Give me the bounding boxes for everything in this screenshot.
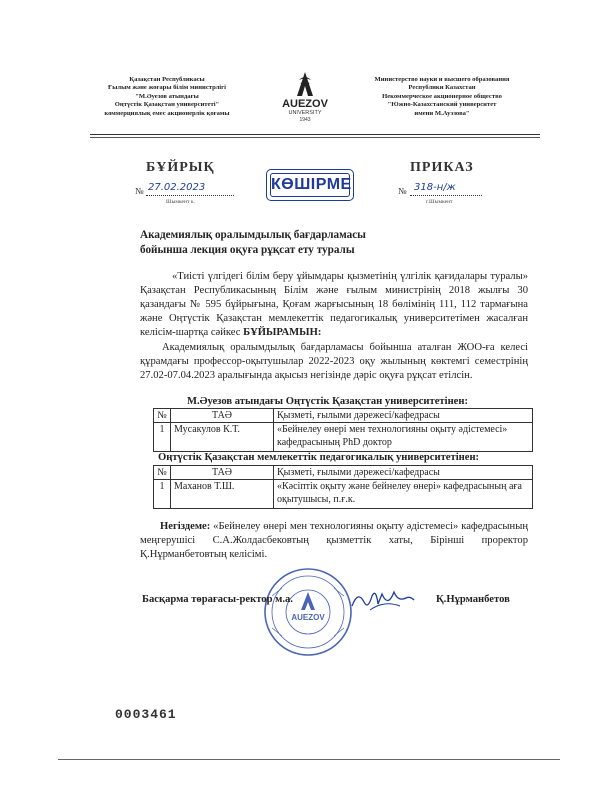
university-logo	[277, 70, 333, 134]
handwritten-signature	[348, 586, 418, 614]
logo-sub: UNIVERSITY	[288, 110, 322, 116]
official-seal	[262, 566, 354, 658]
staff-table-pedagogical	[153, 465, 533, 509]
order-number-prefix-kz: №	[135, 186, 144, 196]
order-city-ru: г.Шымкент	[426, 199, 453, 205]
header-right	[346, 76, 538, 118]
header-left-line: Қазақстан Республикасы	[129, 76, 205, 83]
header-right-line: Некоммерческое акционерное общество	[382, 92, 502, 100]
copy-stamp: КӨШІРМЕ	[270, 173, 350, 197]
header-divider-thin	[90, 137, 540, 138]
basis-text: «Бейнелеу өнері мен технологияны оқыту әдістемесі» кафедрасының меңгерушісі С.А.Жолдасбековтың қызметтік хаты, Бірінші проректор Қ.Нұрманбетовтың келісімі.	[140, 521, 528, 560]
signatory-position: Басқарма төрағасы-ректор м.а.	[142, 594, 293, 605]
table-header-row	[154, 466, 533, 480]
permission-paragraph	[140, 341, 528, 383]
table-header-cell: ТАӘ	[171, 409, 274, 423]
table-cell: Мусакулов К.Т.	[171, 423, 274, 452]
staff-table-auezov	[153, 408, 533, 452]
header-right-line: Министерство науки и высшего образования	[374, 76, 510, 83]
logo-name: AUEZOV	[282, 98, 328, 110]
header-right-line: "Южно-Казахстанский университет	[387, 101, 497, 109]
table-row	[154, 423, 533, 452]
seal-text: AUEZOV	[291, 613, 325, 622]
header-right-line: Республики Казахстан	[408, 84, 476, 92]
order-date-line-kz	[146, 195, 234, 196]
footer-divider	[58, 759, 560, 760]
logo-year: 1943	[299, 117, 311, 123]
subject-line: Академиялық оралымдылық бағдарламасы	[140, 229, 366, 241]
table-cell: Маханов Т.Ш.	[171, 480, 274, 509]
header-left-line: коммерциялық емес акционерлік қоғамы	[104, 109, 230, 117]
table-header-cell: Қызметі, ғылыми дәрежесі/кафедрасы	[274, 466, 533, 480]
header-left-line: Оңтүстік Қазақстан университеті"	[114, 101, 220, 109]
table-cell: 1	[154, 480, 171, 509]
subject-line: бойынша лекция оқуға рұқсат ету туралы	[140, 244, 355, 256]
table-cell: 1	[154, 423, 171, 452]
permission-text: Академиялық оралымдылық бағдарламасы бойынша аталған ЖОО-ға келесі құрамдағы профессор-оқытушылар 2022-2023 оқу жылының көктемгі семестрінің 27.02-07.04.2023 аралығында ақысыз негізінде дәріс оқуға рұқсат етілсін.	[140, 342, 528, 381]
preamble-text: «Тиісті үлгідегі білім беру ұйымдары қызметінің үлгілік қағидалары туралы» Қазақстан Республикасының Білім және ғылым министрінің 2018 жылғы 30 қазандағы № 595 бұйрығына, Қоғам жарғысының 18 бөлімінің 111, 112 тармағына және Оңтүстік Қазақстан мемлекеттік педагогикалық университетімен жасалған келісім-шартқа сәйкес	[140, 271, 528, 338]
header-right-line: имени М.Ауэзова"	[414, 109, 470, 117]
order-title-ru: ПРИКАЗ	[410, 160, 474, 175]
basis-label: Негіздеме:	[160, 521, 211, 532]
table-cell: «Бейнелеу өнері мен технологияны оқыту әдістемесі» кафедрасының PhD доктор	[274, 423, 533, 452]
order-subject	[140, 228, 366, 258]
section-title-pedagogical: Оңтүстік Қазақстан мемлекеттік педагогикалық университетінен:	[158, 452, 480, 463]
table-header-cell: ТАӘ	[171, 466, 274, 480]
table-header-cell: №	[154, 466, 171, 480]
logo-emblem-icon	[291, 70, 319, 98]
table-header-cell: Қызметі, ғылыми дәрежесі/кафедрасы	[274, 409, 533, 423]
header-left-line: "М.Әуезов атындағы	[135, 92, 199, 100]
order-date-handwritten: 27.02.2023	[148, 182, 206, 193]
order-directive: БҰЙЫРАМЫН:	[243, 326, 322, 338]
header-left	[74, 76, 260, 118]
order-number-line-ru	[410, 195, 482, 196]
basis-paragraph	[140, 520, 528, 562]
order-number-prefix-ru: №	[398, 186, 407, 196]
order-title-kz: БҰЙРЫҚ	[146, 160, 215, 175]
order-number-handwritten: 318-н/ж	[414, 182, 456, 193]
header-divider	[90, 134, 540, 135]
order-city-kz: Шымкент к.	[166, 199, 195, 205]
table-row	[154, 480, 533, 509]
header-left-line: Ғылым және жоғары білім министрлігі	[108, 84, 226, 92]
section-title-auezov: М.Әуезов атындағы Оңтүстік Қазақстан университетінен:	[187, 396, 469, 407]
table-cell: «Кәсіптік оқыту және бейнелеу өнері» кафедрасының аға оқытушысы, п.ғ.к.	[274, 480, 533, 509]
serial-number: 0003461	[115, 707, 177, 722]
table-header-cell: №	[154, 409, 171, 423]
signatory-name: Қ.Нұрманбетов	[436, 594, 510, 605]
preamble-paragraph	[140, 270, 528, 340]
table-header-row	[154, 409, 533, 423]
